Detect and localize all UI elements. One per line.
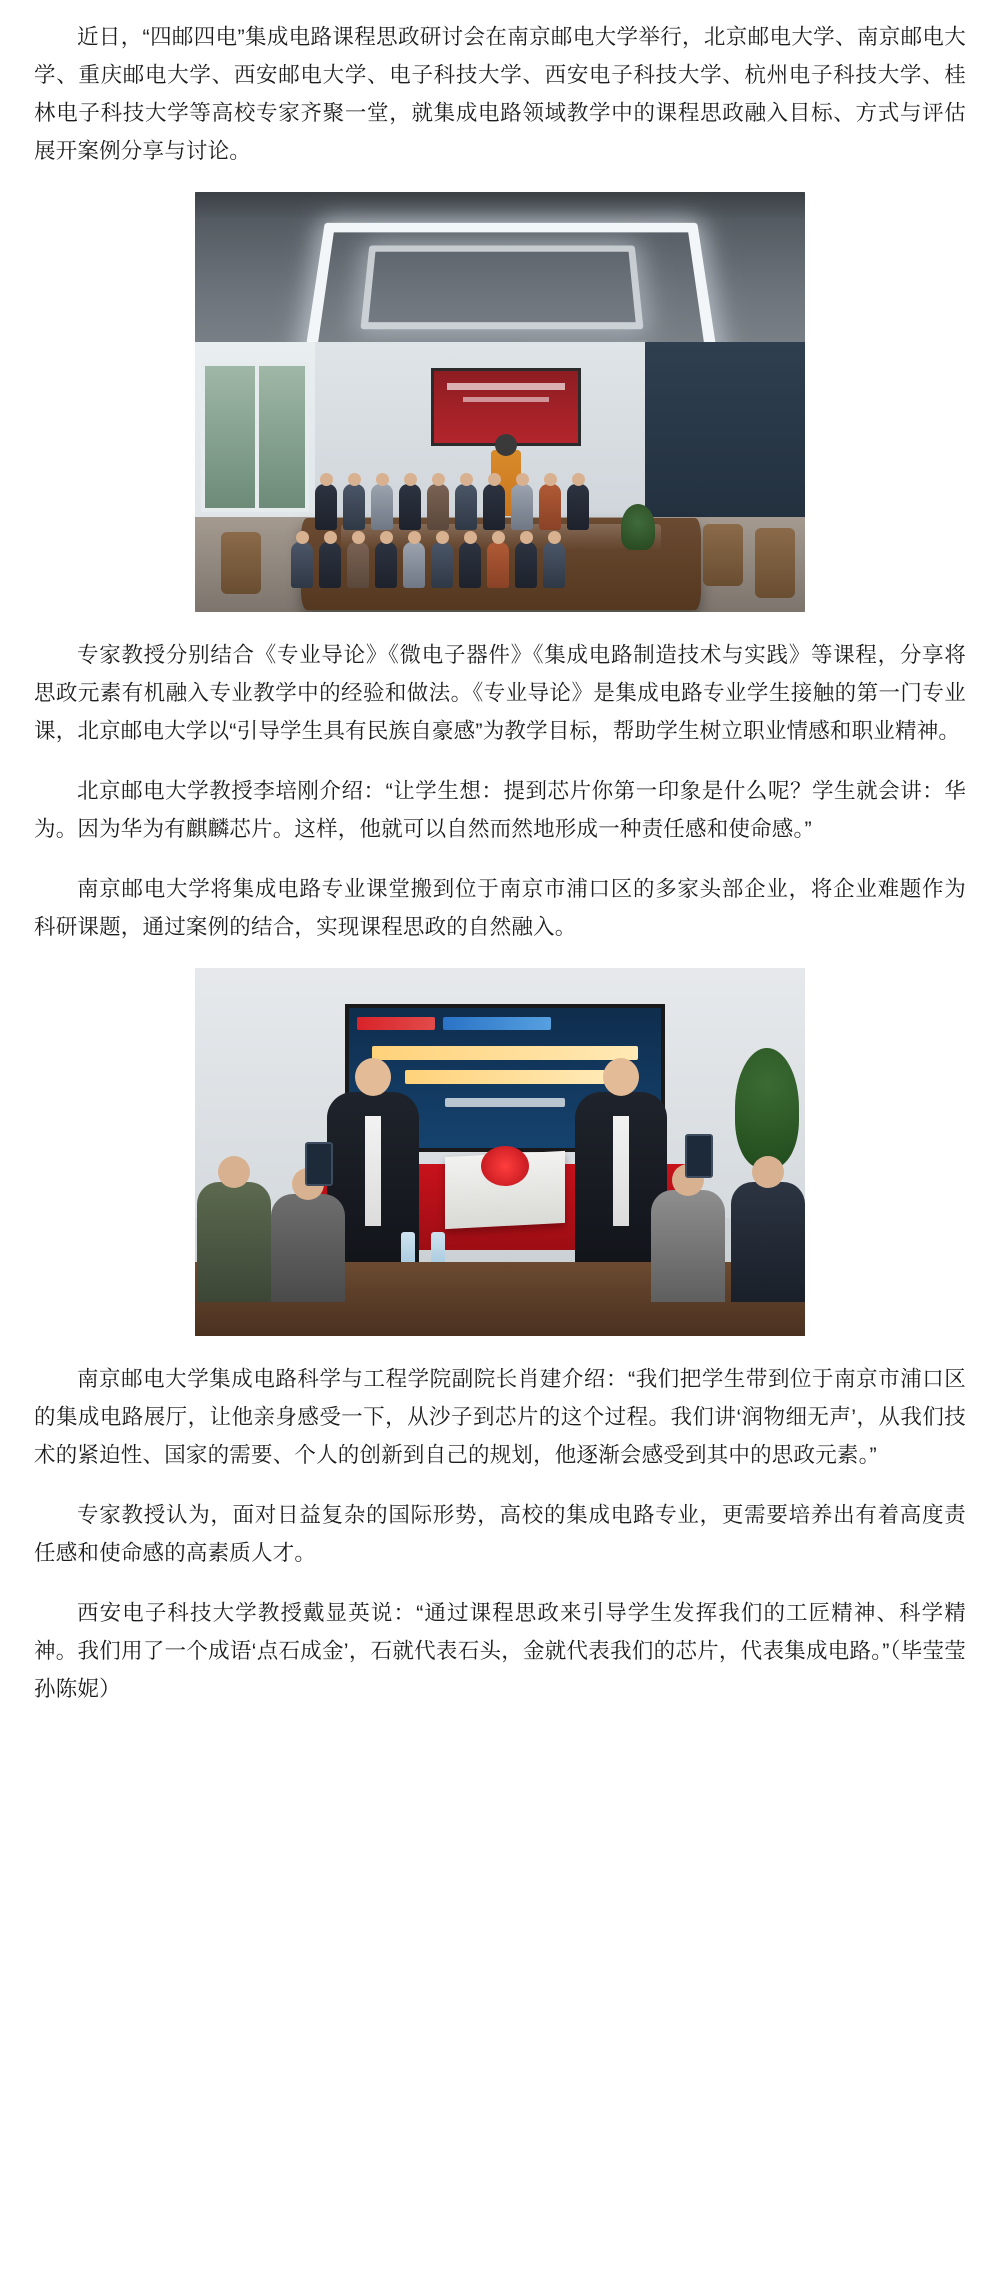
screen-title-line-1 (372, 1046, 638, 1060)
attendee (539, 484, 561, 530)
attendee (455, 484, 477, 530)
attendee (511, 484, 533, 530)
ceiling-panel (195, 192, 805, 218)
attendee (375, 542, 397, 588)
smartphone (685, 1134, 713, 1178)
attendee (343, 484, 365, 530)
audience-member (731, 1182, 805, 1302)
paragraph-2: 专家教授分别结合《专业导论》《微电子器件》《集成电路制造技术与实践》等课程，分享将思政元素有机融入专业教学中的经验和做法。《专业导论》是集成电路专业学生接触的第一门专业课，北京邮电大学以“引导学生具有民族自豪感”为教学目标，帮助学生树立职业情感和职业精神。 (34, 643, 966, 743)
paragraph-5: 南京邮电大学集成电路科学与工程学院副院长肖建介绍：“我们把学生带到位于南京市浦口区的集成电路展厅，让他亲身感受一下，从沙子到芯片的这个过程。我们讲‘润物细无声’，从我们技术的紧迫性、国家的需要、个人的创新到自己的规划，他逐渐会感受到其中的思政元素。” (34, 1367, 966, 1467)
potted-plant (735, 1048, 799, 1168)
window (201, 362, 309, 512)
figure-meeting-room (34, 192, 966, 612)
attendee (567, 484, 589, 530)
attendee (371, 484, 393, 530)
attendees-front-row (291, 542, 565, 588)
attendee (431, 542, 453, 588)
potted-plant (621, 504, 655, 550)
attendee (543, 542, 565, 588)
attendee (483, 484, 505, 530)
screen-date-line (445, 1098, 565, 1107)
attendee (427, 484, 449, 530)
photo-meeting-room (195, 192, 805, 612)
screen-title-line-2 (405, 1070, 605, 1084)
figure-ceremony (34, 968, 966, 1336)
university-logo (357, 1017, 435, 1030)
attendee (291, 542, 313, 588)
audience-member (271, 1194, 345, 1302)
paragraph-6: 专家教授认为，面对日益复杂的国际形势，高校的集成电路专业，更需要培养出有着高度责任感和使命感的高素质人才。 (34, 1503, 966, 1565)
attendee (319, 542, 341, 588)
attendee (487, 542, 509, 588)
right-wall (645, 342, 805, 532)
college-logo (443, 1017, 551, 1030)
audience-member (651, 1190, 725, 1302)
chair (703, 524, 743, 586)
attendee (515, 542, 537, 588)
smartphone (305, 1142, 333, 1186)
screen-logos (357, 1014, 653, 1032)
attendee (399, 484, 421, 530)
attendee (403, 542, 425, 588)
paragraph-3: 北京邮电大学教授李培刚介绍：“让学生想：提到芯片你第一印象是什么呢？学生就会讲：华为。因为华为有麒麟芯片。这样，他就可以自然而然地形成一种责任感和使命感。” (34, 779, 966, 841)
audience-member (197, 1182, 271, 1302)
attendee (315, 484, 337, 530)
paragraph-7: 西安电子科技大学教授戴显英说：“通过课程思政来引导学生发挥我们的工匠精神、科学精神。我们用了一个成语‘点石成金’，石就代表石头，金就代表我们的芯片，代表集成电路。”（毕莹莹 孙陈妮） (34, 1601, 966, 1701)
attendees-back-row (315, 484, 589, 530)
attendee (347, 542, 369, 588)
attendee (459, 542, 481, 588)
chair (221, 532, 261, 594)
paragraph-1: 近日，“四邮四电”集成电路课程思政研讨会在南京邮电大学举行，北京邮电大学、南京邮电大学、重庆邮电大学、西安邮电大学、电子科技大学、西安电子科技大学、杭州电子科技大学、桂林电子科技大学等高校专家齐聚一堂，就集成电路领域教学中的课程思政融入目标、方式与评估展开案例分享与讨论。 (34, 25, 966, 163)
red-ribbon-flower (481, 1146, 529, 1186)
ceiling-light-frame-inner (360, 245, 643, 329)
photo-ceremony (195, 968, 805, 1336)
paragraph-4: 南京邮电大学将集成电路专业课堂搬到位于南京市浦口区的多家头部企业，将企业难题作为科研课题，通过案例的结合，实现课程思政的自然融入。 (34, 877, 966, 939)
chair (755, 528, 795, 598)
